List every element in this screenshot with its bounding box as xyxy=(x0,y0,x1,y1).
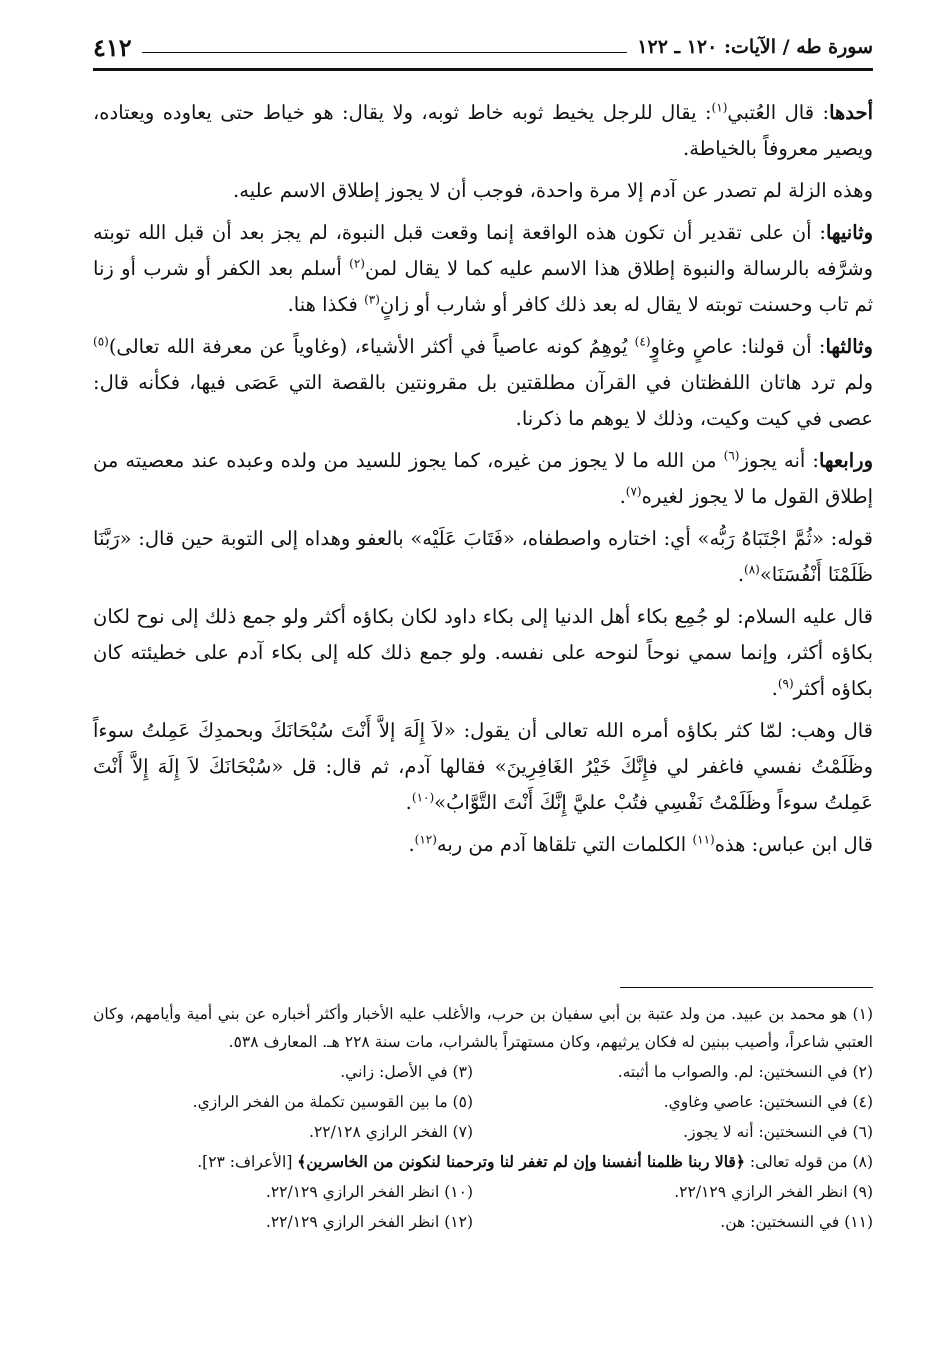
paragraph-text: قال وهب: لمّا كثر بكاؤه أمره الله تعالى أن يقول: «لاَ إِلَهَ إلاَّ أَنْتَ سُبْحَانَكَ وبحمدِكَ عَمِلتُ سوءاً وظَلَمْتُ نفسي فاغفر لي فإِنَّكَ خَيْرُ الغَافِرِينَ» فقالها آدم، ثم قال: قل «سُبْحَانَكَ لاَ إِلَهَ إِلاَّ أَنْتَ عَمِلتُ سوءاً وظَلَمْتُ نَفْسِي فتُبْ عليَّ إِنَّكَ أَنْتَ التَّوَّابُ» xyxy=(93,719,873,814)
paragraph xyxy=(93,599,873,707)
header-line xyxy=(142,52,628,53)
footnote: (١١) في النسختين: هن. xyxy=(720,1213,873,1231)
quran-verse: ﴿قالا ربنا ظلمنا أنفسنا وإن لم تغفر لنا وترحمنا لنكونن من الخاسرين﴾ xyxy=(297,1152,745,1171)
footnote: (٣) في الأصل: زاني. xyxy=(340,1063,473,1081)
footnote: (٤) في النسختين: عاصي وغاوي. xyxy=(663,1093,873,1111)
page-number: ٤١٢ xyxy=(93,32,132,62)
paragraph-text: : قال العُتبي xyxy=(727,101,830,124)
footnote-row xyxy=(93,1178,873,1206)
footnote-ref: (٦) xyxy=(723,448,740,463)
paragraph-text: . xyxy=(408,833,415,856)
paragraph-lead: وثالثها xyxy=(825,335,873,358)
paragraph-text: قال عليه السلام: لو جُمِع بكاء أهل الدنيا إلى بكاء داود لكان بكاؤه أكثر ولو جمع ذلك إلى نوح لكان بكاؤه أكثر، وإنما سمي نوحاً لنوحه على نفسه. ولو جمع ذلك كله إلى بكاء آدم على خطيئته كان بكاؤه أكثر xyxy=(93,605,873,700)
footnote-ref: (٢) xyxy=(349,256,365,271)
running-header xyxy=(93,30,873,64)
footnote: (٢) في النسختين: لم. والصواب ما أثبته. xyxy=(617,1063,873,1081)
footnote-ref: (٥) xyxy=(93,334,109,349)
footnote-ref: (١) xyxy=(711,100,728,115)
footnote-text: [الأعراف: ٢٣]. xyxy=(197,1153,298,1171)
footnote xyxy=(93,1148,873,1176)
footnote: (٥) ما بين القوسين تكملة من الفخر الرازي. xyxy=(192,1093,473,1111)
footnote: (٧) الفخر الرازي ٢٢/١٢٨. xyxy=(309,1123,473,1141)
footnote-row xyxy=(93,1118,873,1146)
footnote-ref: (٤) xyxy=(634,334,651,349)
footnote-ref: (٣) xyxy=(364,292,380,307)
paragraph-third-reason xyxy=(93,329,873,437)
paragraph-text: الكلمات التي تلقاها آدم من ربه xyxy=(436,833,693,856)
footnote-text: (٨) من قوله تعالى: xyxy=(744,1153,873,1171)
footnote-ref: (١٢) xyxy=(414,832,437,847)
paragraph-lead: أحدها xyxy=(829,101,873,124)
paragraph xyxy=(93,521,873,593)
paragraph-lead: ورابعها xyxy=(818,449,873,472)
paragraph-text: . xyxy=(619,485,626,508)
footnote-ref: (١١) xyxy=(692,832,715,847)
footnote-ref: (٨) xyxy=(744,562,760,577)
paragraph-lead: وثانيها xyxy=(825,221,873,244)
paragraph-text: : أن قولنا: عاصٍ وغاوٍ xyxy=(650,335,826,358)
paragraph xyxy=(93,713,873,821)
paragraph xyxy=(93,173,873,209)
paragraph-text: . xyxy=(771,677,778,700)
paragraph-text: . xyxy=(737,563,745,586)
footnote-ref: (٩) xyxy=(777,676,794,691)
paragraph-text: : أنه يجوز xyxy=(739,449,819,472)
paragraph xyxy=(93,827,873,863)
footnote-ref: (١٠) xyxy=(411,790,435,805)
paragraph-second-reason xyxy=(93,215,873,323)
main-text xyxy=(93,95,873,869)
paragraph-first-reason xyxy=(93,95,873,167)
paragraph-text: ولم ترد هاتان اللفظتان في القرآن مطلقتين بل مقرونتين بالقصة التي عَصَى فيها، فكأنه قال: عصى في كيت وكيت، وذلك لا يوهم ما ذكرنا. xyxy=(93,371,873,430)
footnote-ref: (٧) xyxy=(625,484,642,499)
paragraph-text: فكذا هنا. xyxy=(287,293,365,316)
paragraph-text: قوله: «ثُمَّ اجْتَبَاهُ رَبُّه» أي: اختاره واصطفاه، «فَتَابَ عَلَيْه» بالعفو وهداه إلى التوبة حين قال: «رَبَّنَا ظَلَمْنَا أَنْفُسَنَا» xyxy=(93,527,873,586)
footnote-row xyxy=(93,1208,873,1236)
paragraph-text: من الله ما لا يجوز من غيره، كما يجوز للسيد من ولده وعبده عند معصيته من إطلاق القول ما لا يجوز لغيره xyxy=(93,449,873,508)
paragraph-text: . xyxy=(405,791,412,814)
header-title: سورة طه / الآيات: ١٢٠ ـ ١٢٢ xyxy=(637,36,873,58)
header-rule xyxy=(93,68,873,71)
paragraph-text: : يقال للرجل يخيط ثوبه خاط ثوبه، ولا يقال: هو خياط حتى يعاوده ويعتاده، ويصير معروفاً بالخياطة. xyxy=(93,101,873,160)
footnote: (١٢) انظر الفخر الرازي ٢٢/١٢٩. xyxy=(265,1213,473,1231)
footnote: (١٠) انظر الفخر الرازي ٢٢/١٢٩. xyxy=(265,1183,473,1201)
footnote-row xyxy=(93,1058,873,1086)
paragraph-text: : أن على تقدير أن تكون هذه الواقعة إنما وقعت قبل النبوة، لم يجز بعد أن قبل الله توبته وشرَّفه بالرسالة والنبوة إطلاق هذا الاسم عليه كما لا يقال لمن xyxy=(93,221,873,280)
footnote-row xyxy=(93,1088,873,1116)
footnotes xyxy=(93,1000,873,1238)
footnote: (٩) انظر الفخر الرازي ٢٢/١٢٩. xyxy=(674,1183,873,1201)
paragraph-fourth-reason xyxy=(93,443,873,515)
paragraph-text: قال ابن عباس: هذه xyxy=(714,833,873,856)
footnote: (١) هو محمد بن عبيد. من ولد عتبة بن أبي سفيان بن حرب، والأغلب عليه الأخبار وأكثر أخباره عن بني أمية وأيامهم، وكان العتبي شاعراً، وأصيب ببنين له فكان يرثيهم، وكان مستهتراً بالشراب، مات سنة ٢٢٨ هـ. المعارف ٥٣٨. xyxy=(93,1005,873,1051)
paragraph-text: وهذه الزلة لم تصدر عن آدم إلا مرة واحدة، فوجب أن لا يجوز إطلاق الاسم عليه. xyxy=(233,179,873,202)
footnote-separator xyxy=(620,987,873,988)
footnote: (٦) في النسختين: أنه لا يجوز. xyxy=(683,1123,873,1141)
paragraph-text: يُوهِمُ كونه عاصياً في أكثر الأشياء، (وغاوياً عن معرفة الله تعالى) xyxy=(108,335,635,358)
paragraph-text: أسلم بعد الكفر أو شرب أو زنا ثم تاب وحسنت توبته لا يقال له بعد ذلك كافر أو شارب أو زانٍ xyxy=(93,257,873,316)
